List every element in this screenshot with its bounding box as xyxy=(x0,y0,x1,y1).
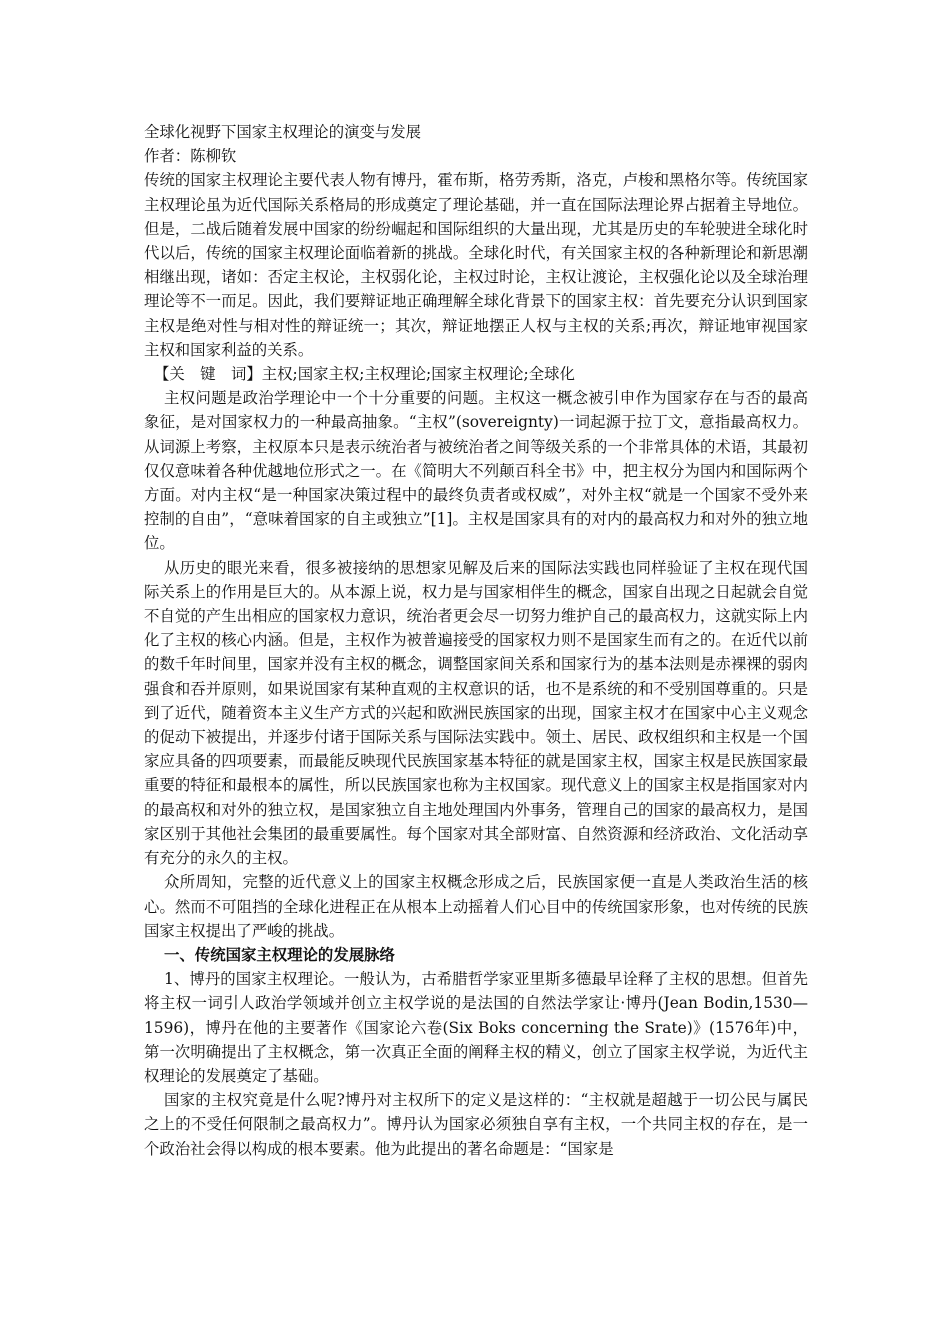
keywords-line: 【关 键 词】主权;国家主权;主权理论;国家主权理论;全球化 xyxy=(154,365,575,384)
document-title: 全球化视野下国家主权理论的演变与发展 xyxy=(144,123,422,141)
body-paragraph-4: 1、博丹的国家主权理论。一般认为，古希腊哲学家亚里斯多德最早诠释了主权的思想。但首先将主权一词引人政治学领域并创立主权学说的是法国的自然法学家让·博丹(Jean Bodin,1530—1596)，博丹在他的主要著作《国家论六卷(Six Boks concerning the Srate)》(1576年)中，第一次明确提出了主权概念，第一次真正全面的阐释主权的精义，创立了国家主权学说，为近代主权理论的发展奠定了基础。 xyxy=(144,970,808,1085)
section-heading-1: 一、传统国家主权理论的发展脉络 xyxy=(164,945,395,964)
body-paragraph-5: 国家的主权究竟是什么呢?博丹对主权所下的定义是这样的：“主权就是超越于一切公民与属民之上的不受任何限制之最高权力”。博丹认为国家必须独自享有主权，一个共同主权的存在，是一个政治社会得以构成的根本要素。他为此提出的著名命题是：“国家是 xyxy=(144,1091,808,1158)
abstract-paragraph: 传统的国家主权理论主要代表人物有博丹，霍布斯，格劳秀斯，洛克，卢梭和黑格尔等。传统国家主权理论虽为近代国际关系格局的形成奠定了理论基础，并一直在国际法理论界占据着主导地位。但是，二战后随着发展中国家的纷纷崛起和国际组织的大量出现，尤其是历史的车轮驶进全球化时代以后，传统的国家主权理论面临着新的挑战。全球化时代，有关国家主权的各种新理论和新思潮相继出现，诸如：否定主权论，主权弱化论，主权过时论，主权让渡论，主权强化论以及全球治理理论等不一而足。因此，我们要辩证地正确理解全球化背景下的国家主权：首先要充分认识到国家主权是绝对性与相对性的辩证统一；其次，辩证地摆正人权与主权的关系;再次，辩证地审视国家主权和国家利益的关系。 xyxy=(144,171,808,359)
author-line: 作者：陈柳钦 xyxy=(144,147,237,166)
body-paragraph-1: 主权问题是政治学理论中一个十分重要的问题。主权这一概念被引申作为国家存在与否的最高象征，是对国家权力的一种最高抽象。“主权”(sovereignty)一词起源于拉丁文，意指最高权力。从词源上考察，主权原本只是表示统治者与被统治者之间等级关系的一个非常具体的术语，其最初仅仅意味着各种优越地位形式之一。在《简明大不列颠百科全书》中，把主权分为国内和国际两个方面。对内主权“是一种国家决策过程中的最终负责者或权威”，对外主权“就是一个国家不受外来控制的自由”，“意味着国家的自主或独立”[1]。主权是国家具有的对内的最高权力和对外的独立地位。 xyxy=(144,389,808,553)
body-paragraph-2: 从历史的眼光来看，很多被接纳的思想家见解及后来的国际法实践也同样验证了主权在现代国际关系上的作用是巨大的。从本源上说，权力是与国家相伴生的概念，国家自出现之日起就会自觉不自觉的产生出相应的国家权力意识，统治者更会尽一切努力维护自己的最高权力，这就实际上内化了主权的核心内涵。但是，主权作为被普遍接受的国家权力则不是国家生而有之的。在近代以前的数千年时间里，国家并没有主权的概念，调整国家间关系和国家行为的基本法则是赤裸裸的弱肉强食和吞并原则，如果说国家有某种直观的主权意识的话，也不是系统的和不受别国尊重的。只是到了近代，随着资本主义生产方式的兴起和欧洲民族国家的出现，国家主权才在国家中心主义观念的促动下被提出，并逐步付诸于国际关系与国际法实践中。领土、居民、政权组织和主权是一个国家应具备的四项要素，而最能反映现代民族国家基本特征的就是国家主权，国家主权是民族国家最重要的特征和最根本的属性，所以民族国家也称为主权国家。现代意义上的国家主权是指国家对内的最高权和对外的独立权，是国家独立自主地处理国内外事务，管理自己的国家的最高权力，是国家区别于其他社会集团的最重要属性。每个国家对其全部财富、自然资源和经济政治、文化活动享有充分的永久的主权。 xyxy=(144,558,808,868)
body-paragraph-3: 众所周知，完整的近代意义上的国家主权概念形成之后，民族国家便一直是人类政治生活的核心。然而不可阻挡的全球化进程正在从根本上动摇着人们心目中的传统国家形象，也对传统的民族国家主权提出了严峻的挑战。 xyxy=(144,873,808,940)
document-page xyxy=(144,120,808,1161)
